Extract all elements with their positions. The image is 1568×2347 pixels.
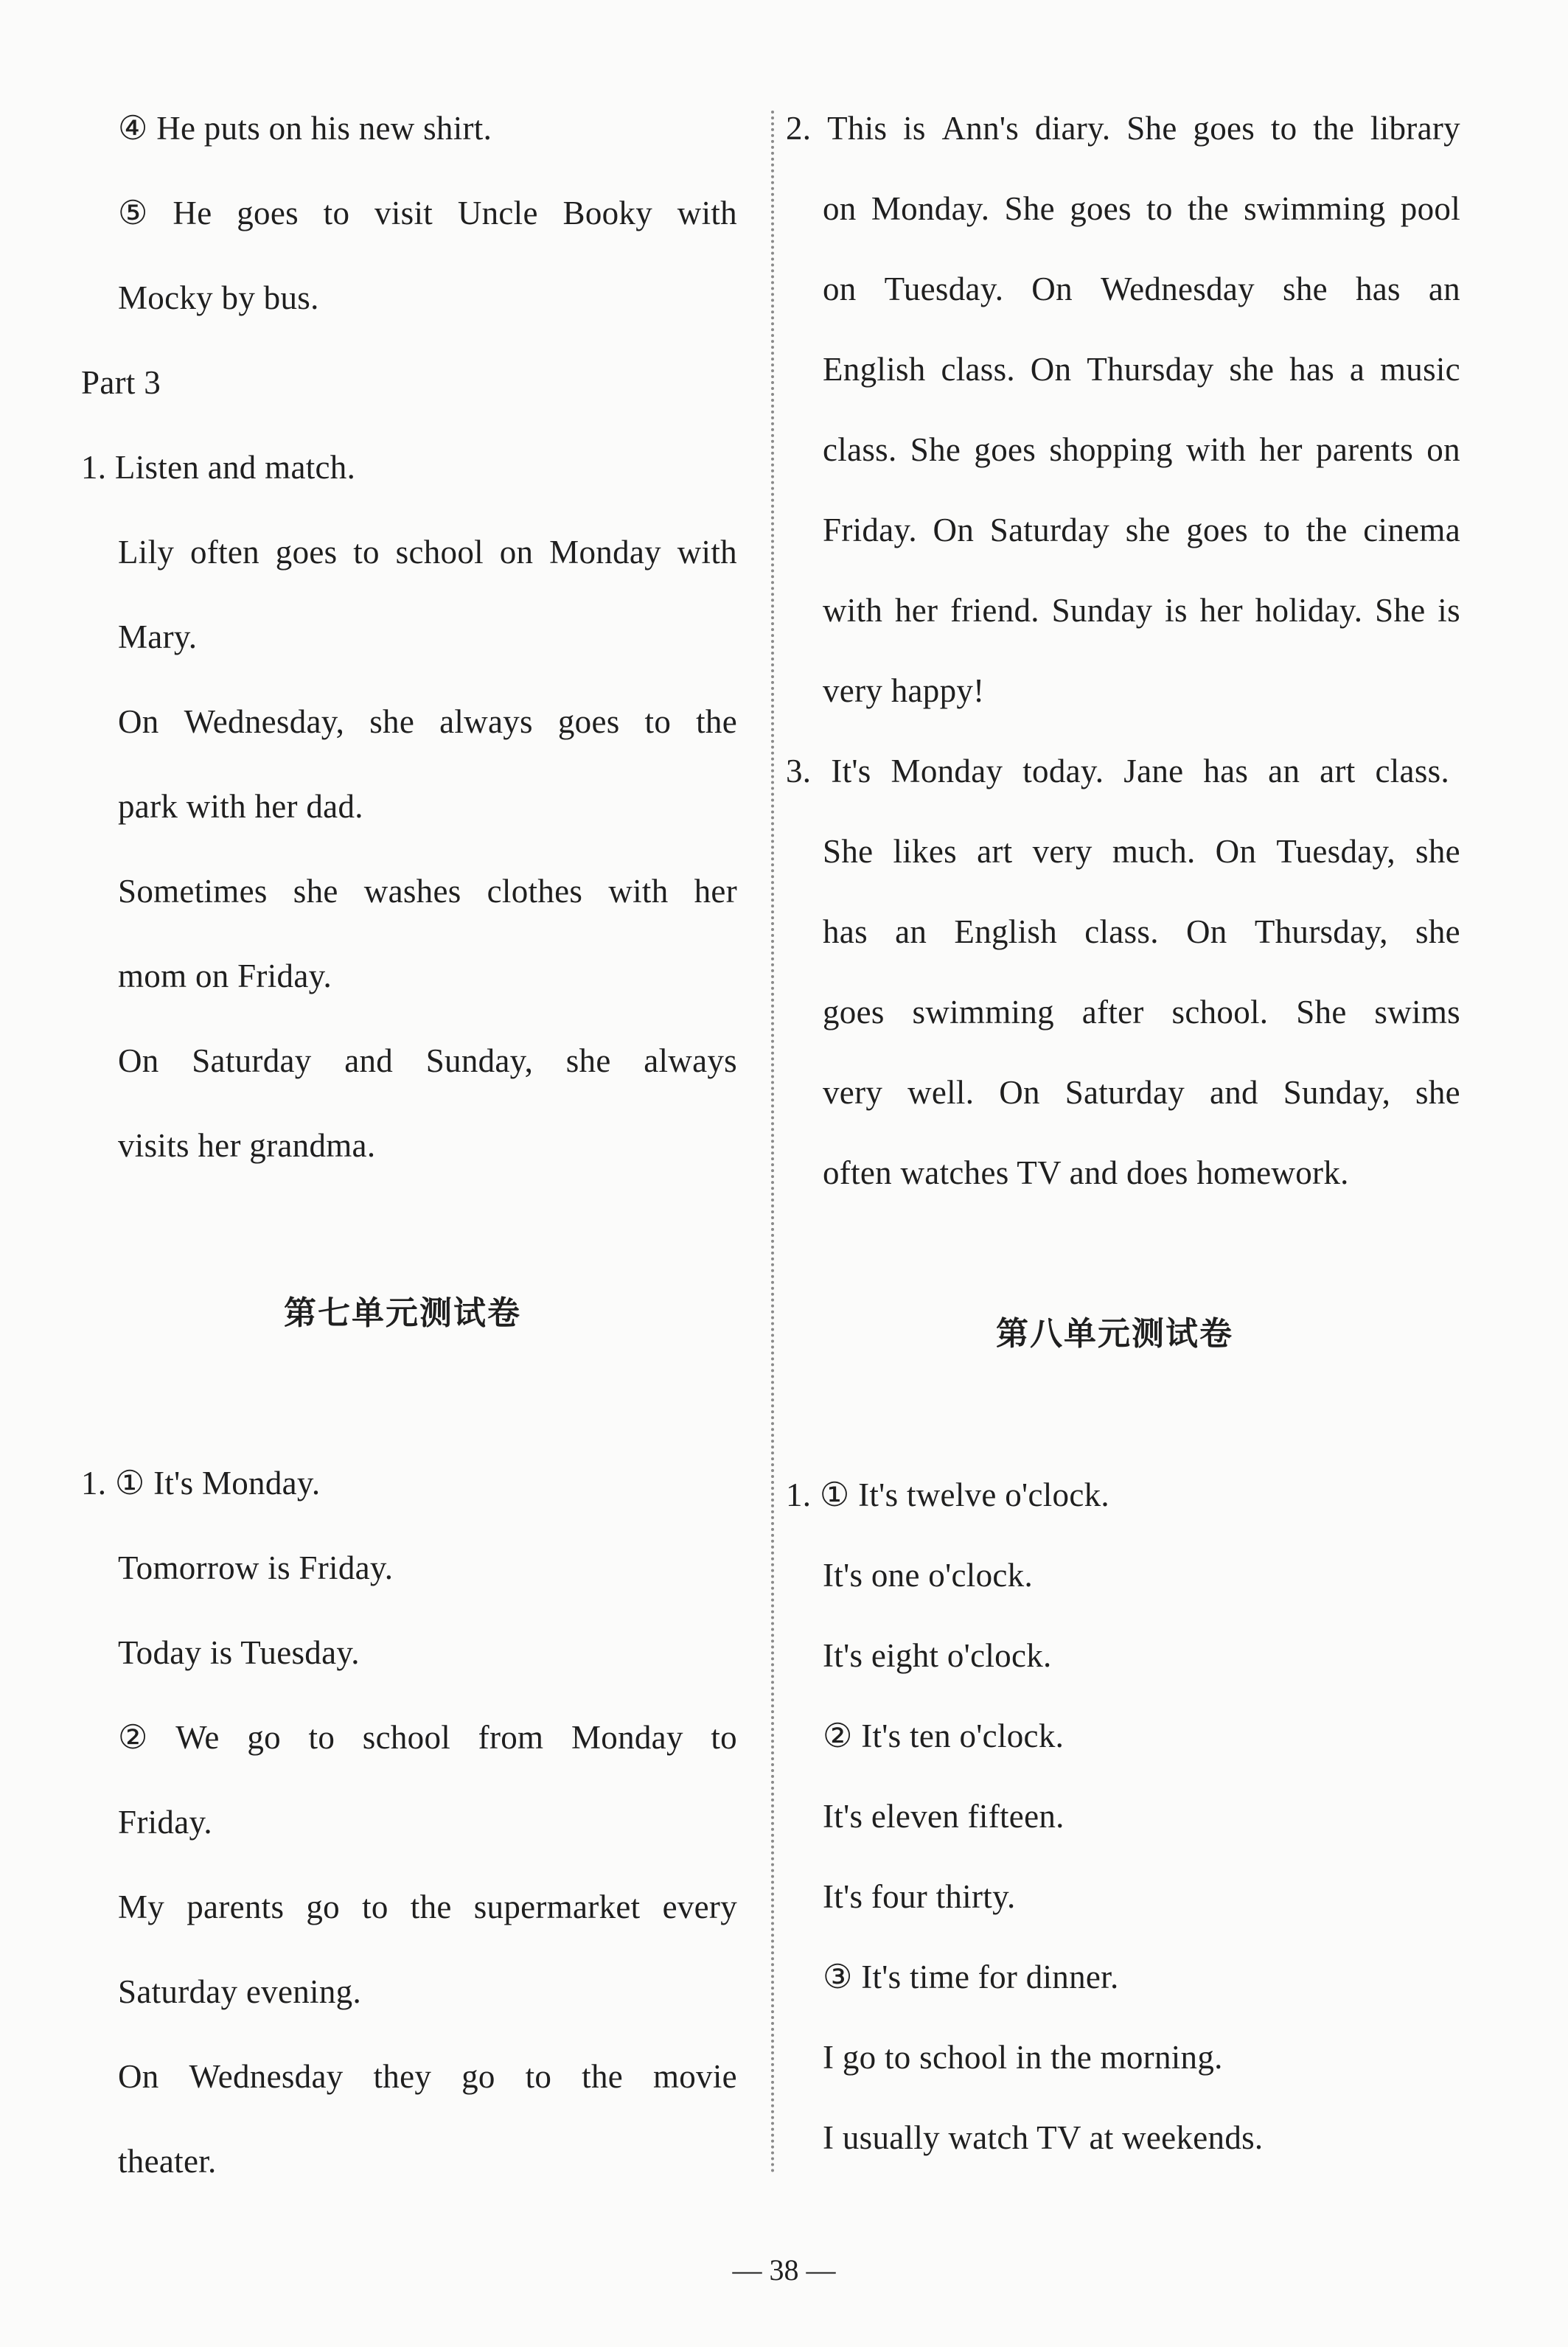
- word: goes: [557, 703, 620, 740]
- question-title: 1. Listen and match.: [81, 449, 356, 486]
- word: art: [1320, 753, 1356, 789]
- word: She: [910, 431, 961, 468]
- text-line: Friday.: [118, 1804, 212, 1841]
- word: likes: [893, 833, 957, 870]
- word: Lily: [118, 534, 175, 571]
- word: On: [1215, 833, 1257, 870]
- word: Uncle: [457, 195, 538, 231]
- word: to: [362, 1889, 388, 1925]
- word: Monday: [891, 753, 1003, 789]
- word: Saturday: [1065, 1074, 1185, 1111]
- word: an: [1428, 271, 1460, 307]
- word: go: [247, 1719, 281, 1756]
- word: On: [1185, 913, 1227, 950]
- word: Thursday,: [1254, 913, 1388, 950]
- word: on: [499, 534, 534, 571]
- word: visit: [374, 195, 433, 231]
- text-line: [823, 347, 1460, 391]
- word: has: [1289, 351, 1335, 388]
- text-line: Mary.: [118, 618, 198, 655]
- word: She: [1375, 592, 1426, 629]
- text-line: [118, 1039, 737, 1083]
- text-line: It's four thirty.: [823, 1878, 1016, 1915]
- word: the: [1187, 190, 1229, 227]
- word: to: [1270, 110, 1297, 147]
- word: On: [1031, 271, 1073, 307]
- word: Friday.: [823, 512, 917, 548]
- word: with: [1185, 431, 1247, 468]
- text-line: [823, 428, 1460, 472]
- word: goes: [823, 994, 885, 1030]
- word: 3.: [786, 753, 812, 789]
- word: Sometimes: [118, 873, 268, 910]
- word: go: [306, 1889, 340, 1925]
- text-line: ④ He puts on his new shirt.: [118, 110, 492, 147]
- section-heading-unit-7: 第七单元测试卷: [284, 1294, 521, 1332]
- word: with: [677, 195, 737, 231]
- word: washes: [363, 873, 461, 910]
- word: He: [173, 195, 212, 231]
- word: she: [1415, 913, 1460, 950]
- word: with: [823, 592, 883, 629]
- text-line: [823, 508, 1460, 552]
- word: to: [711, 1719, 737, 1756]
- word: Sunday,: [1283, 1074, 1391, 1111]
- word: her: [694, 873, 737, 910]
- word: Monday.: [871, 190, 990, 227]
- word: goes: [237, 195, 299, 231]
- word: class.: [941, 351, 1015, 388]
- word: goes: [1186, 512, 1248, 548]
- word: Wednesday: [1100, 271, 1255, 307]
- word: to: [1264, 512, 1291, 548]
- word: Monday: [571, 1719, 683, 1756]
- word: is: [1438, 592, 1460, 629]
- word: parents: [1316, 431, 1414, 468]
- word: she: [1125, 512, 1171, 548]
- word: on: [1426, 431, 1460, 468]
- word: is: [1165, 592, 1188, 629]
- word: We: [175, 1719, 220, 1756]
- word: goes: [275, 534, 338, 571]
- text-line: theater.: [118, 2143, 217, 2180]
- word: movie: [652, 2058, 737, 2095]
- word: on: [823, 271, 857, 307]
- word: Booky: [562, 195, 653, 231]
- text-line: Mocky by bus.: [118, 279, 319, 316]
- word: On: [118, 703, 159, 740]
- question-title: 1. ① It's twelve o'clock.: [786, 1476, 1109, 1513]
- word: parents: [187, 1889, 285, 1925]
- word: is: [903, 110, 926, 147]
- word: school.: [1171, 994, 1269, 1030]
- word: class.: [1375, 753, 1449, 789]
- word: diary.: [1034, 110, 1111, 147]
- word: English: [823, 351, 926, 388]
- word: to: [353, 534, 380, 571]
- word: On: [118, 1042, 159, 1079]
- column-divider: [771, 111, 774, 2175]
- word: She: [1126, 110, 1177, 147]
- word: very: [1032, 833, 1093, 870]
- word: with: [677, 534, 737, 571]
- word: the: [1313, 110, 1355, 147]
- word: go: [461, 2058, 495, 2095]
- word: Thursday: [1087, 351, 1214, 388]
- word: on: [823, 190, 857, 227]
- word: to: [323, 195, 350, 231]
- word: she: [369, 703, 415, 740]
- text-line: [118, 700, 737, 744]
- word: Jane: [1123, 753, 1184, 789]
- word: Wednesday: [189, 2058, 344, 2095]
- word: to: [644, 703, 672, 740]
- word: a: [1349, 351, 1365, 388]
- word: She: [1004, 190, 1055, 227]
- text-line: visits her grandma.: [118, 1127, 376, 1164]
- question-title: [786, 106, 1460, 150]
- word: much.: [1112, 833, 1196, 870]
- word: she: [293, 873, 338, 910]
- text-line: [823, 1070, 1460, 1115]
- text-line: Saturday evening.: [118, 1973, 362, 2010]
- word: goes: [1193, 110, 1255, 147]
- word: often: [190, 534, 259, 571]
- word: she: [1415, 1074, 1460, 1111]
- text-line: It's eight o'clock.: [823, 1637, 1052, 1674]
- word: holiday.: [1255, 592, 1363, 629]
- word: art: [977, 833, 1013, 870]
- word: ②: [118, 1719, 148, 1756]
- question-title: [786, 749, 1449, 793]
- text-line: often watches TV and does homework.: [823, 1154, 1349, 1191]
- word: Tuesday.: [884, 271, 1004, 307]
- text-line: [823, 990, 1460, 1034]
- word: On: [999, 1074, 1040, 1111]
- word: On: [933, 512, 975, 548]
- text-line: [118, 1715, 737, 1760]
- word: after: [1081, 994, 1144, 1030]
- word: Monday: [549, 534, 661, 571]
- word: swims: [1374, 994, 1460, 1030]
- word: English: [954, 913, 1058, 950]
- word: clothes: [487, 873, 583, 910]
- section-heading-unit-8: 第八单元测试卷: [996, 1315, 1233, 1353]
- text-line: It's one o'clock.: [823, 1557, 1033, 1594]
- word: her: [1199, 592, 1243, 629]
- word: supermarket: [473, 1889, 641, 1925]
- word: swimming: [1244, 190, 1386, 227]
- word: On: [118, 2058, 159, 2095]
- text-line: very happy!: [823, 672, 985, 709]
- text-line: [823, 186, 1460, 231]
- part-label: Part 3: [81, 364, 161, 401]
- text-line: ② It's ten o'clock.: [823, 1717, 1065, 1754]
- word: Saturday: [989, 512, 1110, 548]
- word: the: [1306, 512, 1348, 548]
- word: ⑤: [118, 195, 148, 231]
- word: library: [1370, 110, 1460, 147]
- word: every: [662, 1889, 737, 1925]
- word: to: [1146, 190, 1173, 227]
- text-line: [118, 530, 737, 574]
- text-line: [823, 829, 1460, 873]
- word: It's: [831, 753, 871, 789]
- word: her: [894, 592, 938, 629]
- word: they: [373, 2058, 432, 2095]
- word: from: [478, 1719, 544, 1756]
- word: friend.: [950, 592, 1039, 629]
- word: class.: [823, 431, 897, 468]
- word: This: [827, 110, 888, 147]
- text-line: [118, 1885, 737, 1929]
- word: school: [362, 1719, 451, 1756]
- text-line: [118, 191, 737, 235]
- text-line: [823, 267, 1460, 311]
- word: Sunday: [1051, 592, 1153, 629]
- word: an: [1268, 753, 1300, 789]
- word: well.: [907, 1074, 975, 1111]
- word: always: [439, 703, 533, 740]
- word: Ann's: [941, 110, 1020, 147]
- word: 2.: [786, 110, 812, 147]
- word: Wednesday,: [184, 703, 345, 740]
- word: to: [308, 1719, 335, 1756]
- word: she: [565, 1042, 611, 1079]
- word: she: [1283, 271, 1328, 307]
- text-line: It's eleven fifteen.: [823, 1798, 1065, 1835]
- word: very: [823, 1074, 883, 1111]
- text-line: Tomorrow is Friday.: [118, 1549, 394, 1586]
- text-line: I usually watch TV at weekends.: [823, 2119, 1264, 2156]
- word: On: [1030, 351, 1072, 388]
- page-number: — 38 —: [732, 2253, 836, 2287]
- text-line: I go to school in the morning.: [823, 2039, 1223, 2076]
- text-line: [823, 588, 1460, 632]
- word: always: [644, 1042, 737, 1079]
- text-line: [118, 869, 737, 913]
- word: has: [1203, 753, 1249, 789]
- text-line: park with her dad.: [118, 788, 363, 825]
- word: her: [1259, 431, 1303, 468]
- text-line: [823, 910, 1460, 954]
- word: with: [608, 873, 669, 910]
- word: class.: [1084, 913, 1159, 950]
- word: Sunday,: [425, 1042, 534, 1079]
- word: has: [823, 913, 868, 950]
- word: My: [118, 1889, 165, 1925]
- word: Saturday: [192, 1042, 312, 1079]
- word: goes: [974, 431, 1036, 468]
- word: music: [1379, 351, 1460, 388]
- word: to: [525, 2058, 552, 2095]
- word: the: [696, 703, 737, 740]
- word: She: [823, 833, 874, 870]
- text-line: mom on Friday.: [118, 958, 332, 994]
- word: the: [410, 1889, 452, 1925]
- text-line: [118, 2054, 737, 2099]
- word: She: [1296, 994, 1347, 1030]
- word: Tuesday,: [1276, 833, 1395, 870]
- word: she: [1415, 833, 1460, 870]
- word: she: [1229, 351, 1275, 388]
- word: and: [1209, 1074, 1258, 1111]
- word: shopping: [1049, 431, 1173, 468]
- word: goes: [1070, 190, 1132, 227]
- word: has: [1355, 271, 1401, 307]
- word: today.: [1022, 753, 1104, 789]
- word: pool: [1400, 190, 1460, 227]
- word: an: [895, 913, 927, 950]
- text-line: Today is Tuesday.: [118, 1634, 360, 1671]
- word: school: [395, 534, 484, 571]
- word: swimming: [912, 994, 1054, 1030]
- word: and: [344, 1042, 394, 1079]
- text-line: ③ It's time for dinner.: [823, 1959, 1119, 1995]
- word: cinema: [1363, 512, 1460, 548]
- question-title: 1. ① It's Monday.: [81, 1465, 321, 1502]
- word: the: [582, 2058, 624, 2095]
